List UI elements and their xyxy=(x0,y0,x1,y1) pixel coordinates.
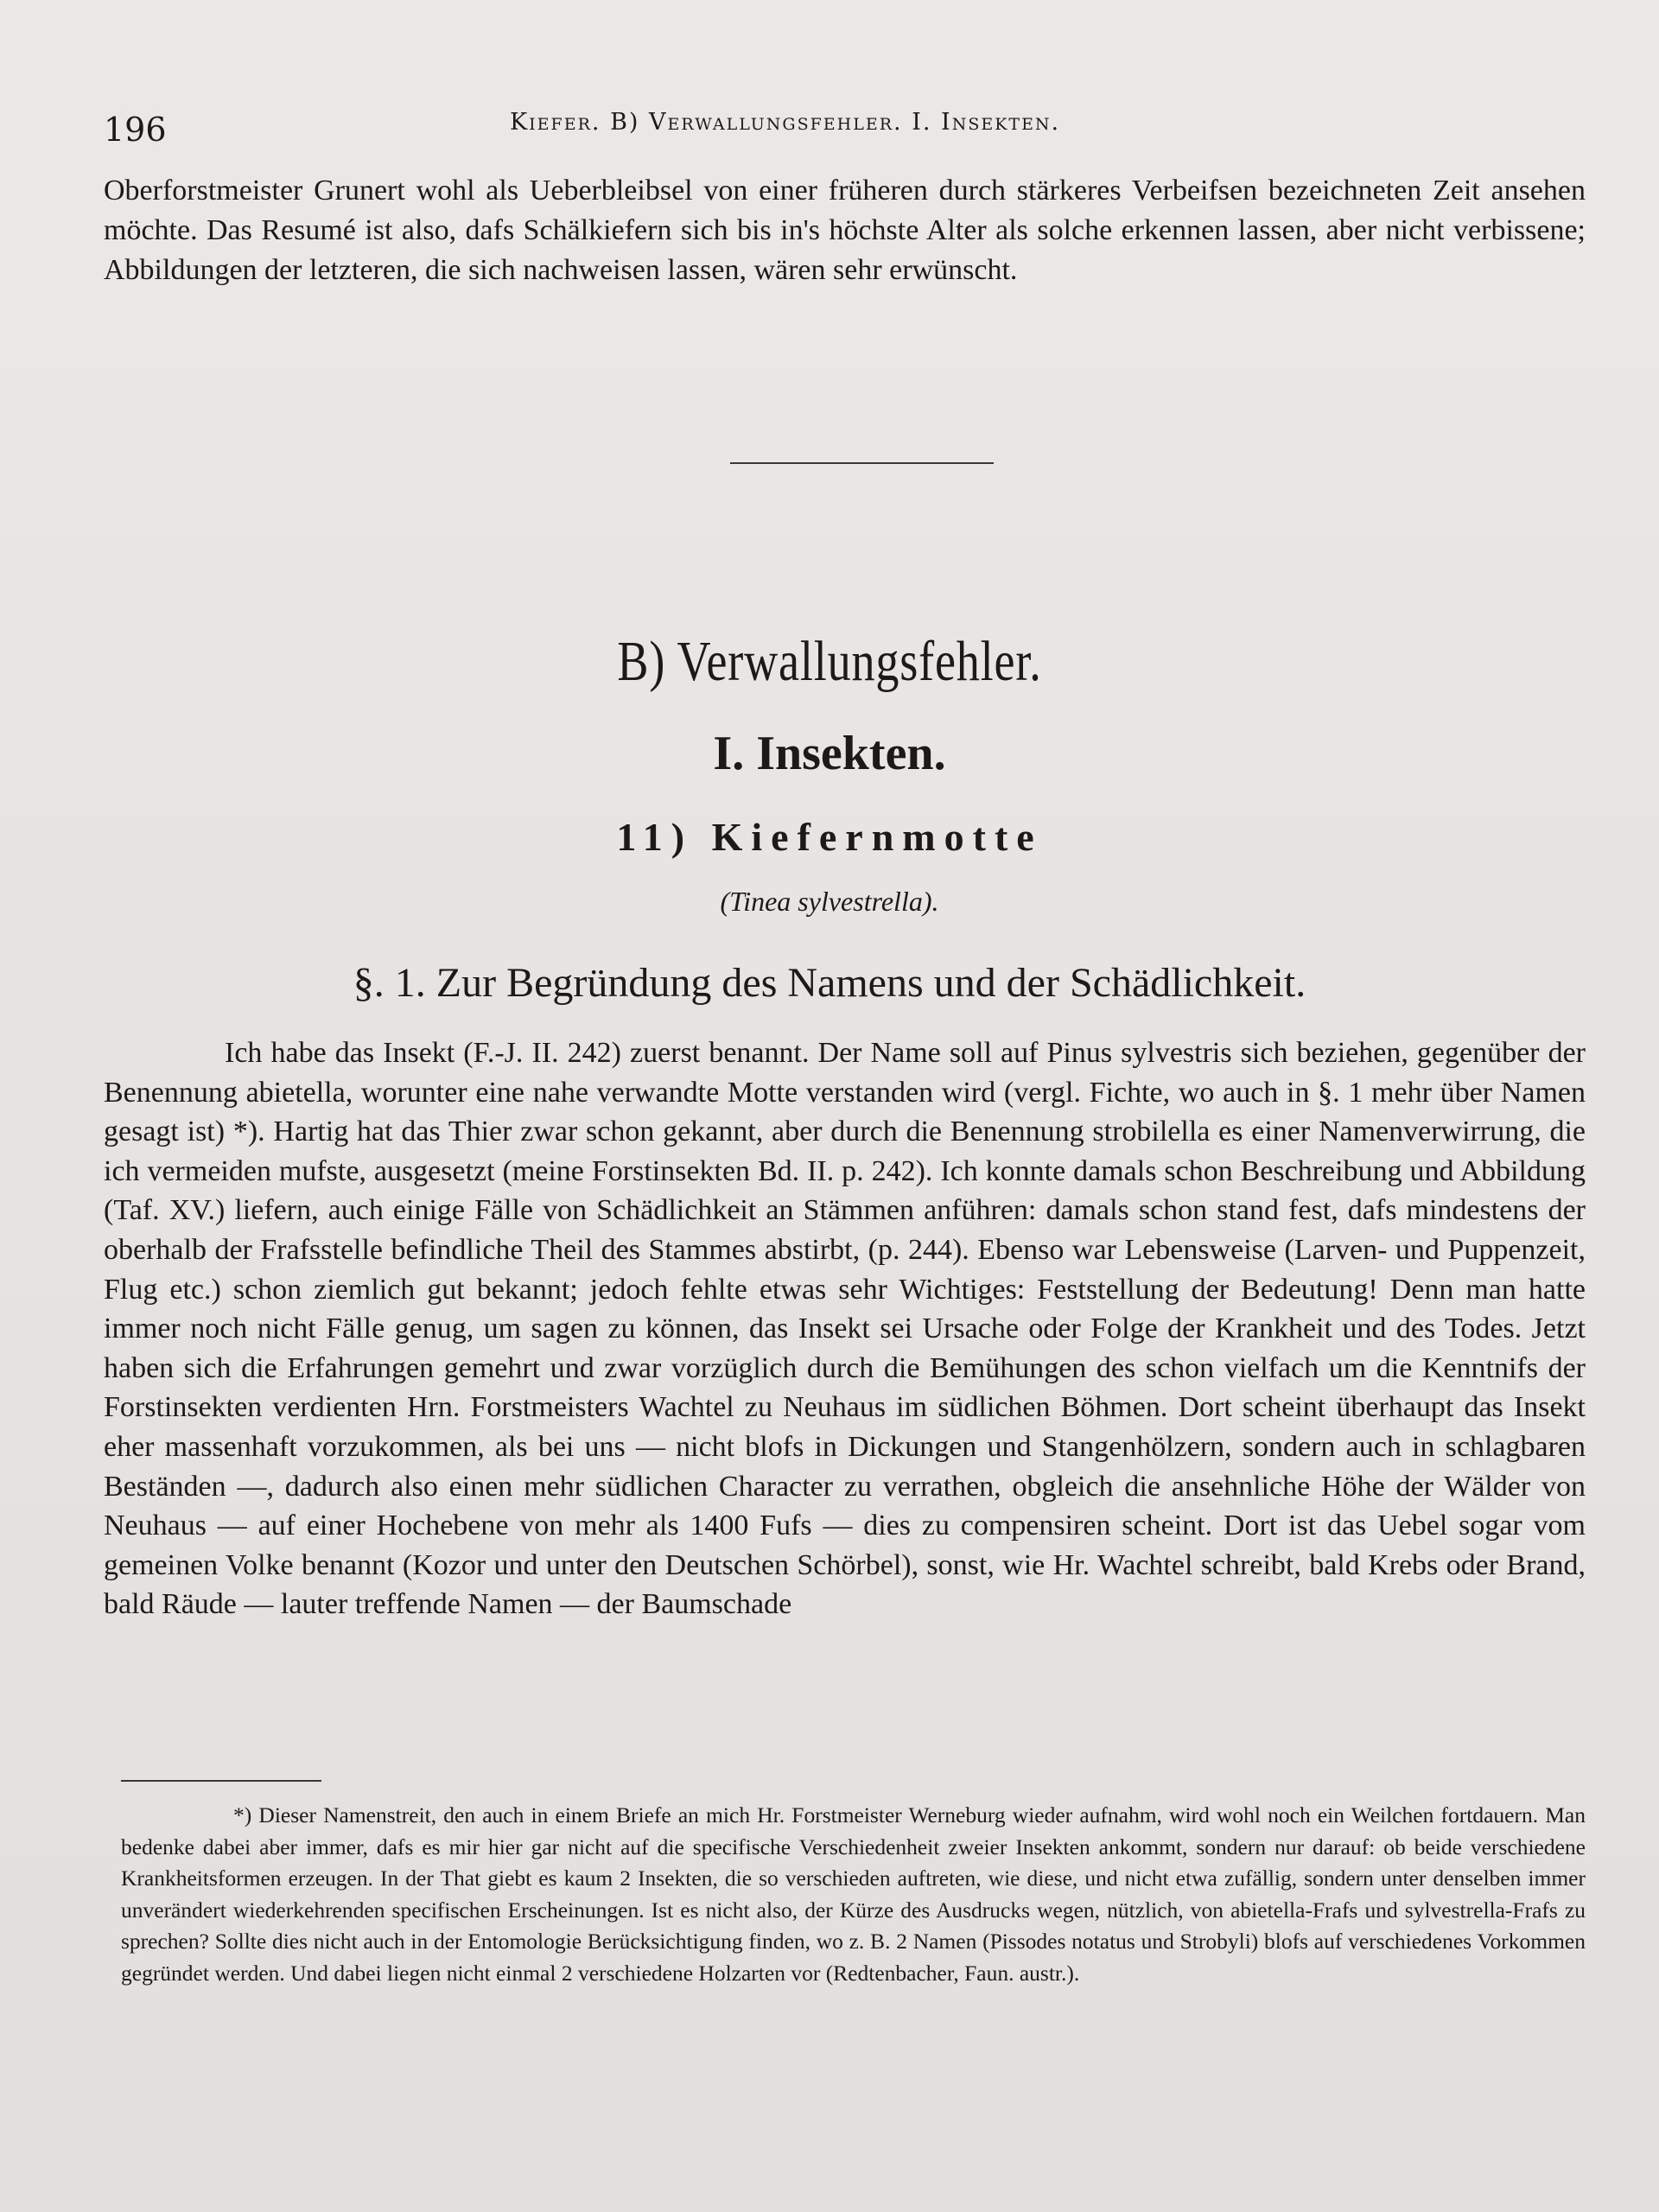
section-divider xyxy=(730,462,994,464)
paragraph-heading: §. 1. Zur Begründung des Namens und der Schädlichkeit. xyxy=(353,960,1306,1006)
chapter-title: I. Insekten. xyxy=(713,727,946,780)
page-number: 196 xyxy=(104,111,167,149)
running-head: Kiefer. B) Verwallungsfehler. I. Insekten. xyxy=(510,109,1061,136)
footnote: *) Dieser Namenstreit, den auch in einem Briefe an mich Hr. Forstmeister Werneburg wieder aufnahm, wird wohl noch ein Weilchen fortdauern. Man bedenke dabei aber immer, dafs es mir hier gar nicht auf die specifische Verschiedenheit zweier Insekten ankommt, sondern nur darauf: ob beide verschiedene Krankheitsformen erzeugen. In der That giebt es kaum 2 Insekten, die so verschieden auftreten, wie diese, und nicht etwa zufällig, sondern unter denselben immer unverändert wiederkehrenden specifischen Erscheinungen. Ist es nicht also, der Kürze des Ausdrucks wegen, nützlich, von abietella-Frafs und sylvestrella-Frafs zu sprechen? Sollte dies nicht auch in der Entomologie Berücksichtigung finden, wo z. B. 2 Namen (Pissodes notatus und Strobyli) blofs auf verschiedenes Vorkommen gegründet werden. Und dabei liegen nicht einmal 2 verschiedene Holzarten vor (Redtenbacher, Faun. austr.). xyxy=(121,1802,1586,1986)
intro-paragraph: Oberforstmeister Grunert wohl als Ueberbleibsel von einer früheren durch stärkeres Verbeifsen bezeichneten Zeit ansehen möchte. Das Resumé ist also, dafs Schälkiefern sich bis in's höchste Alter als solche erkennen lassen, aber nicht verbissene; Abbildungen der letzteren, die sich nachweisen lassen, wären sehr erwünscht. xyxy=(104,175,1586,286)
page-header xyxy=(104,102,1590,154)
main-paragraph: Ich habe das Insekt (F.-J. II. 242) zuerst benannt. Der Name soll auf Pinus sylvestris sich beziehen, gegenüber der Benennung abietella, worunter eine nahe verwandte Motte verstanden wird (vergl. Fichte, wo auch in §. 1 mehr über Namen gesagt ist) *). Hartig hat das Thier zwar schon gekannt, aber durch die Benennung strobilella es einer Namenverwirrung, die ich vermeiden mufste, ausgesetzt (meine Forstinsekten Bd. II. p. 242). Ich konnte damals schon Beschreibung und Abbildung (Taf. XV.) liefern, auch einige Fälle von Schädlichkeit an Stämmen anführen: damals schon stand fest, dafs mindestens der oberhalb der Frafsstelle befindliche Theil des Stammes abstirbt, (p. 244). Ebenso war Lebensweise (Larven- und Puppenzeit, Flug etc.) schon ziemlich gut bekannt; jedoch fehlte etwas sehr Wichtiges: Feststellung der Bedeutung! Denn man hatte immer noch nicht Fälle genug, um sagen zu können, das Insekt sei Ursache oder Folge der Krankheit und des Todes. Jetzt haben sich die Erfahrungen gemehrt und zwar vorzüglich durch die Bemühungen des schon vielfach um die Kenntnifs der Forstinsekten verdienten Hrn. Forstmeisters Wachtel zu Neuhaus im südlichen Böhmen. Dort scheint überhaupt das Insekt eher massenhaft vorzukommen, als bei uns — nicht blofs in Dickungen und Stangenhölzern, sondern auch in schlagbaren Beständen —, dadurch also einen mehr südlichen Character zu verrathen, obgleich die ansehnliche Höhe der Wälder von Neuhaus — auf einer Hochebene von mehr als 1400 Fufs — dies zu compensiren scheint. Dort ist das Uebel sogar vom gemeinen Volke benannt (Kozor und unter den Deutschen Schörbel), sonst, wie Hr. Wachtel schreibt, bald Krebs oder Brand, bald Räude — lauter treffende Namen — der Baumschade xyxy=(104,1037,1586,1621)
latin-name: (Tinea sylvestrella). xyxy=(720,886,939,917)
footnote-rule xyxy=(121,1780,321,1782)
part-title: B) Verwallungsfehler. xyxy=(617,630,1042,693)
species-title: 11) Kiefernmotte xyxy=(616,815,1043,859)
